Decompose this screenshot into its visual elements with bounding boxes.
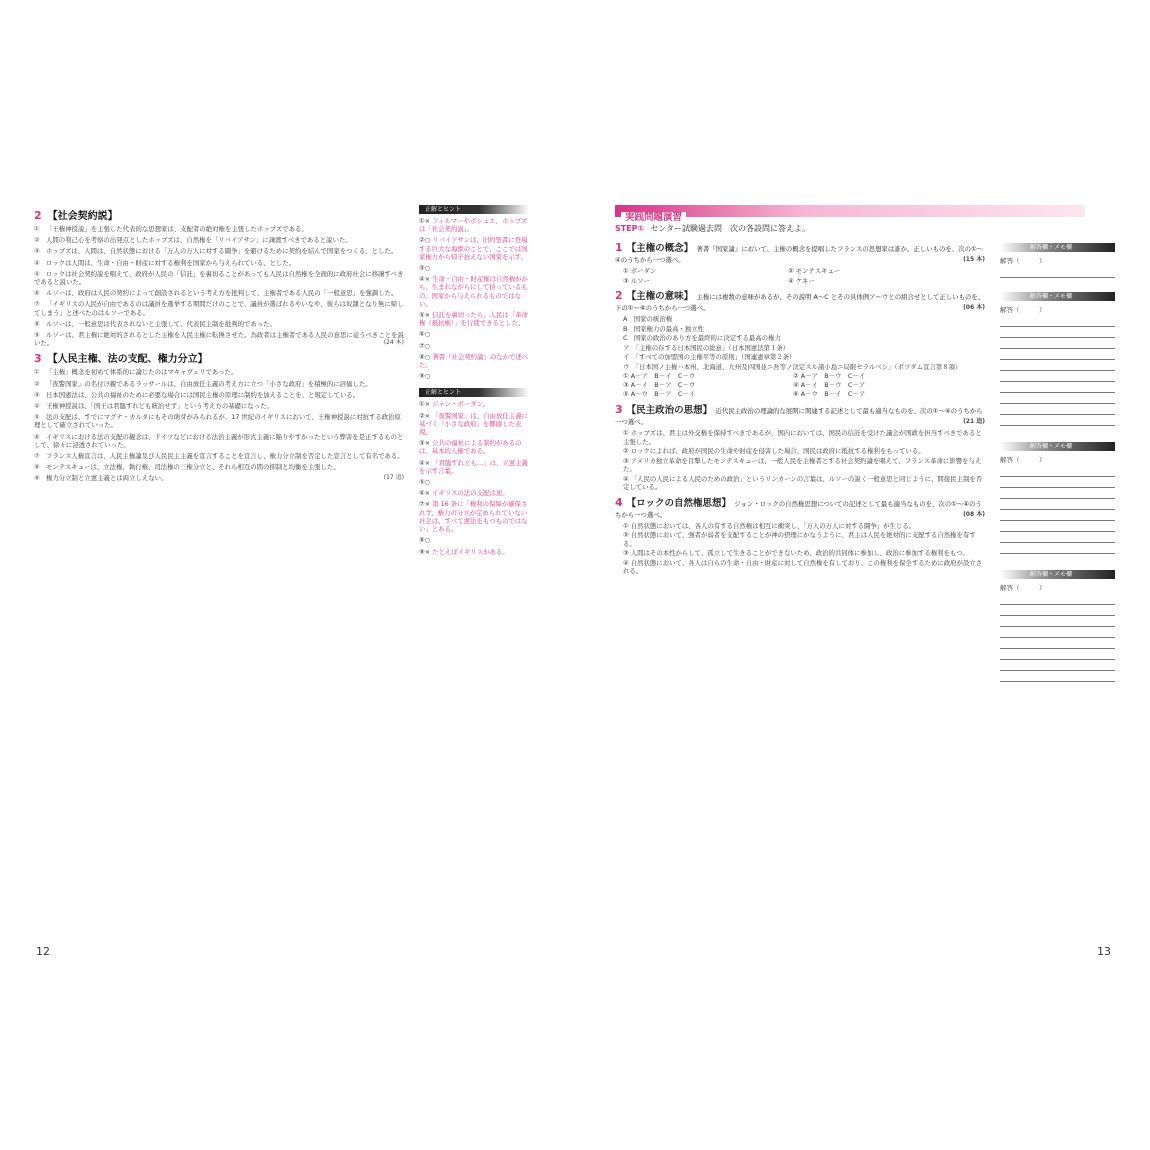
hint-text: ジャン・ボーダン。	[432, 400, 490, 409]
list-item	[34, 300, 404, 316]
memo-line	[1000, 267, 1115, 278]
hint-item	[419, 372, 529, 380]
hint-mark: ⑧○	[419, 352, 431, 361]
hint-mark: ⑧○	[419, 536, 431, 545]
item-number: ①	[34, 368, 40, 377]
left-page	[34, 195, 529, 895]
q3-option: ① ホッブズは、君主は外交権を保持すべきであるが、国内においては、国民の信託を受けた議会が国政を担当すべきであると主張した。	[623, 429, 982, 446]
source-ref: (17 追)	[383, 474, 404, 482]
hint-mark: ②○	[419, 236, 431, 245]
hint-mark: ③○	[419, 264, 431, 273]
question-3-options	[615, 429, 985, 492]
hint-list-2	[419, 400, 529, 555]
q3-option: ② ロックによれば、政府が国民の生命や財産を侵害した場合、国民は政府に抵抗する権利をもっている。	[623, 447, 925, 455]
q2-choice: ① A－ア B－イ C－ウ	[623, 372, 696, 380]
hint-item	[419, 536, 529, 544]
section-3-heading	[34, 350, 404, 365]
question-1-options	[623, 267, 985, 276]
hint-text: 「夜警国家」は、自由放任主義に基づく「小さな政府」を揶揄した表現。	[419, 411, 528, 437]
list-item	[34, 225, 404, 233]
answer-field-1[interactable]: 解答（ ）	[1000, 257, 1046, 265]
step-line	[615, 223, 810, 234]
hint-item	[419, 400, 529, 408]
list-item	[34, 236, 404, 244]
question-1-title: 【主権の概念】	[626, 243, 694, 254]
question-2-number: 2	[615, 289, 623, 302]
item-number: ④	[34, 258, 40, 267]
item-text: フランス人権宣言は、人民主権論及び人民民主主義を宣言することを宣言し、権力分立制を否定した宣言として有名である。	[46, 452, 404, 461]
item-number: ⑧	[34, 319, 40, 328]
list-item	[34, 270, 404, 286]
list-item	[34, 380, 404, 388]
q2-definition: ア 「主権の存する日本国民の総意」（日本国憲法第１条）	[623, 343, 790, 352]
list-item	[34, 413, 404, 429]
hint-text: 公共の福祉による制約があるのは、基本的人権である。	[419, 439, 522, 456]
hint-item	[419, 489, 529, 497]
list-item	[34, 463, 404, 471]
q2-choice: ⑥ A－ウ B－イ C－ア	[793, 390, 866, 398]
source-ref: (24 本)	[383, 339, 404, 347]
item-number: ⑥	[34, 432, 40, 441]
q1-option: ③ ルソー	[623, 276, 650, 285]
hint-text: イギリスの法の支配は逆。	[432, 489, 509, 498]
item-number: ⑤	[34, 413, 40, 422]
hint-mark: ⑨×	[419, 547, 431, 556]
memo-line	[1000, 338, 1115, 349]
q1-option: ④ ケネー	[788, 276, 815, 285]
item-text: モンテスキューは、立法権、執行権、司法権の三権分立と、それら相互の間の抑制と均衡を主張した。	[46, 463, 340, 472]
question-2	[615, 288, 985, 313]
hint-text: 第 16 条に「権利の保障が確保されず、権力の分立が定められていない社会は、すべて憲法をもつものではない」とある。	[419, 500, 528, 534]
memo-line	[1000, 660, 1115, 671]
hint-list-1	[419, 217, 529, 380]
hint-item	[419, 353, 529, 369]
practice-title: 実践問題演習	[621, 212, 686, 224]
memo-line	[1000, 393, 1115, 404]
question-4	[615, 495, 985, 520]
page-number-left: 12	[36, 945, 50, 958]
item-text: ルソーは、君主権に絶対的されるとした主権を人民主権に転換させた。為政者は主権者である人民の意思に従うべきことを説いた。	[34, 331, 404, 348]
list-item	[34, 474, 404, 482]
q2-definition: ウ 「日本国ノ主権ハ本州、北海道、九州及四国並ニ吾等ノ決定スル諸小島ニ局限セラルベシ」（ポツダム宣言第８項）	[623, 362, 962, 371]
memo-line	[1000, 521, 1115, 532]
item-text: 「夜警国家」の名付け親であるラッサールは、自由放任主義の考え方に立つ「小さな政府」を積極的に評価した。	[46, 379, 372, 388]
section-2-title: 【社会契約説】	[47, 211, 118, 222]
memo-line	[1000, 671, 1115, 682]
item-number: ⑦	[34, 300, 40, 309]
memo-line	[1000, 349, 1115, 360]
question-3-text: 近代民主政治の理論的な展開に関連する記述として最も適当なものを、次の①～④のうちから一つ選べ。	[615, 407, 983, 426]
hint-mark: ⑨○	[419, 372, 431, 381]
item-text: 法の支配は、すでにマグナ・カルタにもその萌芽がみられるが、17 世紀のイギリスにおいて、王権神授説に対抗する政治原理として確立されていった。	[34, 413, 401, 430]
question-1-options-2	[623, 277, 985, 286]
item-text: イギリスにおける法の支配の観念は、ドイツなどにおける法治主義が形式主義に陥りやすかったという弊害を是正するものとして、徐々に浸透されていった。	[34, 432, 404, 449]
q4-option: ④ 自然状態において、各人は自らの生命・自由・財産に対して自然権を有しており、この権利を保全するために政府が設立される。	[623, 558, 983, 575]
memo-header-4: 解答欄・メモ欄	[1000, 570, 1115, 579]
question-3-ref: (21 追)	[963, 418, 985, 425]
item-text: ロックは人間は、生命・自由・財産に対する権利を国家から与えられている、とした。	[46, 258, 296, 267]
q2-choice-row	[623, 381, 985, 390]
hint-mark: ①×	[419, 217, 431, 225]
hint-mark: ⑥×	[419, 489, 431, 498]
question-2-definitions	[615, 315, 985, 371]
item-number: ③	[34, 247, 40, 256]
section-3-number: 3	[34, 352, 42, 366]
memo-line	[1000, 466, 1115, 477]
q1-option: ① ボーダン	[623, 267, 657, 275]
question-4-options	[615, 522, 985, 576]
item-text: ロックは社会契約説を唱えて、政府が人民の「信託」を裏切ることがあっても人民は自然権を全面的に政府社会に移譲すべきであると説いた。	[34, 269, 404, 287]
q2-definition: イ 「すべての加盟国の主権平等の原則」（国連憲章第２条）	[623, 353, 796, 361]
section-2-heading	[34, 207, 404, 222]
memo-header-3: 解答欄・メモ欄	[1000, 442, 1115, 451]
q4-option: ③ 人間はその本性からして、孤立して生きることができないため、政治的共同体に参加し、政治に参加する権利をもつ。	[623, 549, 969, 557]
memo-line	[1000, 649, 1115, 660]
hint-text: たとえばイギリスがある。	[432, 547, 509, 556]
step-label: STEP①	[615, 224, 645, 233]
item-number: ⑥	[34, 289, 40, 298]
q3-option: ③ アメリカ独立革命を目撃したモンテスキューは、一般人民を主権者とする社会契約論を唱えて、フランス革命に影響を与えた。	[623, 456, 982, 473]
q2-choice: ③ A－イ B－ア C－ウ	[623, 381, 696, 389]
hint-item	[419, 217, 529, 233]
question-3-number: 3	[615, 403, 623, 416]
memo-line	[1000, 360, 1115, 371]
question-column	[615, 237, 985, 577]
hint-item	[419, 412, 529, 437]
q2-choice: ④ A－イ B－ウ C－ア	[793, 381, 866, 389]
question-2-text: 主権には複数の意味があるが、その説明 A～C とその具体例ア～ウとの組合せとして正しいものを、下の①～⑥のうちから一つ選べ。	[615, 293, 985, 312]
list-item	[34, 402, 404, 410]
item-number: ⑦	[34, 452, 40, 461]
answer-field-3[interactable]: 解答（ ）	[1000, 456, 1046, 464]
memo-column	[1000, 237, 1115, 682]
memo-line	[1000, 543, 1115, 554]
hint-item	[419, 275, 529, 308]
item-text: 「王権神授説」を主張した代表的な思想家は、支配者の絶対権を主張したホッブズである。	[46, 225, 308, 233]
q2-choice: ⑤ A－ウ B－ア C－イ	[623, 390, 696, 398]
item-text: ルソーは、一般意思は代表されないと主張して、代表民主制を批判的であった。	[46, 319, 276, 328]
item-number: ⑨	[34, 331, 40, 340]
hint-header-2: 正解とヒント	[419, 388, 529, 397]
memo-line	[1000, 316, 1115, 327]
list-item	[34, 289, 404, 297]
hint-mark: ⑤×	[419, 311, 431, 320]
hint-text: リバイアサンは、旧約聖書に登場する巨大な海獣のことで、ここでは国家権力から帰子抗えない国家を示す。	[419, 236, 528, 261]
section-3-items	[34, 368, 404, 482]
memo-line	[1000, 499, 1115, 510]
practice-title-bar	[615, 205, 1085, 223]
answer-field-2[interactable]: 解答（ ）	[1000, 306, 1046, 314]
q1-option: ② モンテスキュー	[788, 267, 841, 275]
page-number-right: 13	[1097, 945, 1111, 958]
question-3	[615, 402, 985, 427]
hint-column	[419, 205, 529, 559]
question-1-number: 1	[615, 241, 623, 254]
item-text: 王権神授説は、「国王は君臨すれども統治せず」という考え方の基礎になった。	[46, 402, 273, 411]
memo-line	[1000, 382, 1115, 393]
item-text: 権力分立制と立憲主義とは両立しえない。	[46, 474, 168, 483]
question-2-title: 【主権の意味】	[626, 291, 694, 302]
memo-line	[1000, 415, 1115, 426]
question-1	[615, 240, 985, 265]
memo-line	[1000, 627, 1115, 638]
item-number: ②	[34, 379, 40, 388]
q2-definition: A 国家の統治権	[623, 315, 673, 323]
hint-item	[419, 236, 529, 261]
hint-mark: ⑦×	[419, 500, 431, 509]
memo-header-2: 解答欄・メモ欄	[1000, 292, 1115, 301]
item-number: ⑨	[34, 474, 40, 483]
hint-mark: ④×	[419, 458, 431, 467]
question-4-title: 【ロックの自然権思想】	[626, 497, 731, 509]
hint-item	[419, 311, 529, 327]
question-4-number: 4	[615, 495, 623, 509]
hint-item	[419, 478, 529, 486]
hint-mark: ①×	[419, 400, 431, 409]
hint-text: 著書『社会契約論』のなかで述べた。	[419, 352, 529, 370]
item-text: 人間の利己心を考察の出発点としたホッブズは、自然権を「リバイアサン」に譲渡すべきであると説いた。	[46, 236, 352, 245]
list-item	[34, 391, 404, 399]
hint-text: 「君臨すれども…」は、立憲主義を示す言葉。	[419, 458, 528, 475]
item-number: ③	[34, 390, 40, 399]
hint-item	[419, 342, 529, 350]
memo-header-1: 解答欄・メモ欄	[1000, 243, 1115, 252]
memo-line	[1000, 510, 1115, 521]
hint-text: 生命・自由・財産権は自然権がから、生まれながらにして持っているもの。国家から与えられるものではない。	[419, 275, 528, 308]
memo-line	[1000, 404, 1115, 415]
list-item	[34, 247, 404, 255]
q2-choice-row	[623, 372, 985, 381]
memo-line	[1000, 616, 1115, 627]
memo-line	[1000, 605, 1115, 616]
list-item	[34, 259, 404, 267]
hint-header-1: 正解とヒント	[419, 205, 529, 214]
left-main-column	[34, 205, 404, 486]
item-text: ルソーは、政府は人民の契約によって創設されるという考え方を批判して、主権者である人民の「一般意思」を強調した。	[46, 289, 398, 298]
item-text: 日本国憲法は、公共の福祉のために必要な場合には国民主権の原理に制約を加えることを、と規定している。	[46, 390, 360, 399]
item-number: ②	[34, 236, 40, 245]
q4-option: ② 自然状態において、強者が弱者を支配することが神の摂理にかなうように、君主は人民を絶対的に支配する自然権を有する。	[623, 531, 976, 548]
list-item	[34, 452, 404, 460]
section-2-number: 2	[34, 209, 42, 222]
hint-text: フィルマーやボシュエ、ホッブズは「社会契約説」。	[419, 217, 528, 234]
memo-line	[1000, 371, 1115, 382]
item-number: ⑧	[34, 463, 40, 472]
step-text: センター試験過去問 次の各設問に答えよ。	[650, 224, 811, 233]
answer-field-4[interactable]: 解答（ ）	[1000, 584, 1046, 592]
hint-text: 信託を裏切ったら、人民は「革命権（抵抗権）」を行使できるとした。	[419, 311, 528, 328]
hint-item	[419, 500, 529, 533]
q3-option: ④ 「人民の人民による人民のための政治」というリンカーンの言葉は、ルソーの説く一般意思と同じように、間接民主制を否定している。	[623, 474, 983, 491]
question-1-ref: (15 本)	[963, 256, 985, 263]
q2-definition: B 国家権力の最高・独立性	[623, 324, 705, 333]
list-item	[34, 368, 404, 376]
list-item	[34, 331, 404, 347]
question-2-ref: (06 本)	[963, 304, 985, 311]
right-page	[615, 195, 1115, 895]
hint-mark: ③×	[419, 439, 431, 448]
q2-choice: ② A－ア B－ウ C－イ	[793, 372, 866, 380]
question-1-text: 著書『国家論』において、主権の概念を提唱したフランスの思想家は誰か。正しいものを、次の①～④のうちから一つ選べ。	[615, 245, 984, 264]
question-4-ref: (08 本)	[963, 510, 985, 518]
hint-item	[419, 330, 529, 338]
list-item	[34, 320, 404, 328]
memo-line	[1000, 638, 1115, 649]
q4-option: ① 自然状態においては、各人の有する自然権は相互に衝突し、「万人の万人に対する闘争」が生じる。	[623, 521, 916, 530]
hint-mark: ⑦○	[419, 341, 431, 350]
q2-definition: C 国家の政治のあり方を最終的に決定する最高の権力	[623, 334, 781, 342]
memo-line	[1000, 327, 1115, 338]
hint-item	[419, 439, 529, 455]
memo-line	[1000, 477, 1115, 488]
section-2-items	[34, 225, 404, 347]
item-text: ホッブズは、人間は、自然状態における「万人の万人に対する闘争」を避けるために契約を結んで国家をつくる、とした。	[46, 247, 398, 256]
section-3-title: 【人民主権、法の支配、権力分立】	[47, 354, 208, 366]
memo-line	[1000, 594, 1115, 605]
item-text: 「主権」概念を初めて体系的に論じたのはマキャヴェリであった。	[46, 368, 238, 377]
item-text: 「イギリスの人民が自由であるのは議員を選挙する期間だけのことで、議員が選ばれるやいなや、彼らは奴隷となり無に帰してしまう」と述べたのはルソーである。	[34, 300, 404, 317]
hint-mark: ②×	[419, 411, 431, 420]
hint-item	[419, 264, 529, 272]
question-3-title: 【民主政治の思想】	[626, 405, 713, 416]
hint-item	[419, 548, 529, 556]
q2-choice-row	[623, 390, 985, 399]
hint-mark: ④×	[419, 275, 431, 284]
memo-line	[1000, 488, 1115, 499]
hint-mark: ⑤○	[419, 478, 431, 487]
question-4-text: ジョン・ロックの自然権思想についての記述として最も適当なものを、次の①～④のうちから一つ選べ。	[615, 499, 982, 519]
hint-item	[419, 459, 529, 475]
list-item	[34, 433, 404, 449]
item-number: ①	[34, 225, 40, 233]
item-number: ⑤	[34, 269, 40, 278]
hint-mark: ⑥○	[419, 330, 431, 339]
memo-line	[1000, 532, 1115, 543]
item-number: ④	[34, 402, 40, 411]
